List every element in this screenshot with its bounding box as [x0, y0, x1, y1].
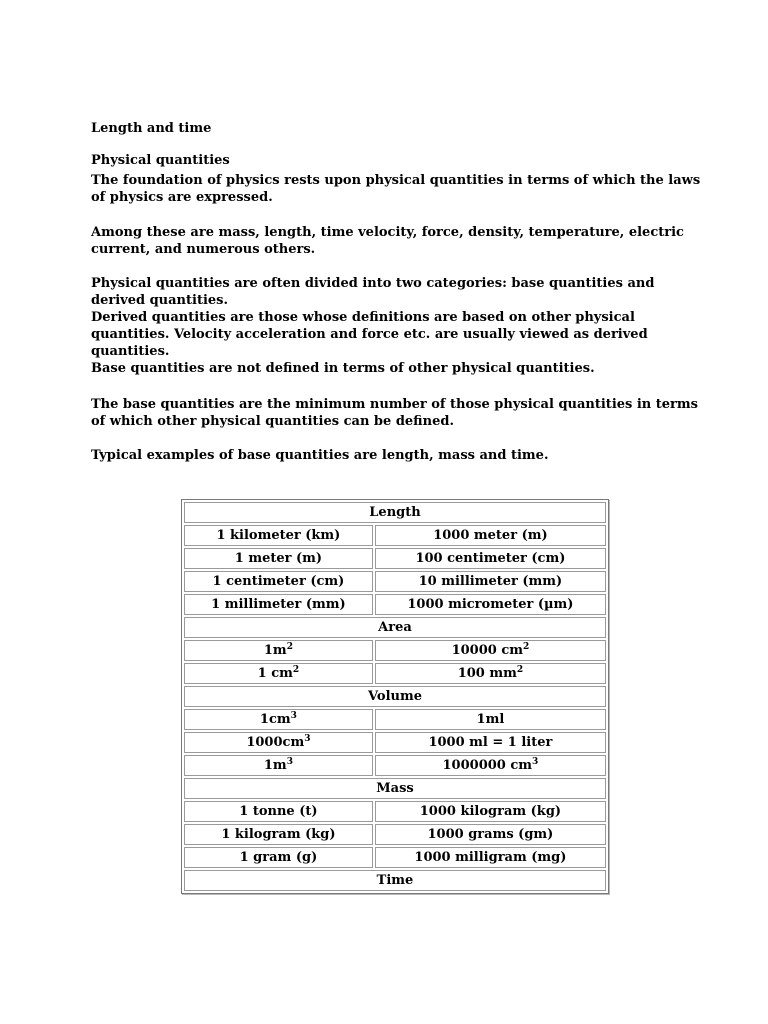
table-cell: 1ml	[375, 709, 606, 730]
table-cell: 100 centimeter (cm)	[375, 548, 606, 569]
table-cell: 100 $mm^2$	[375, 663, 606, 684]
table-cell: 1 tonne (t)	[184, 801, 373, 822]
section-header-volume: Volume	[184, 686, 606, 707]
table-row	[184, 594, 606, 615]
units-conversion-table	[181, 499, 609, 894]
table-section-row	[184, 686, 606, 707]
section-header-length: Length	[184, 502, 606, 523]
table-row	[184, 548, 606, 569]
table-cell: 10000 $cm^2$	[375, 640, 606, 661]
table-cell: $1cm^3$	[184, 709, 373, 730]
paragraph: Derived quantities are those whose definitions are based on other physical quantities. Velocity acceleration and force etc. are usually viewed as derived quantities.	[91, 310, 648, 359]
table-cell: $1m^3$	[184, 755, 373, 776]
table-row	[184, 801, 606, 822]
paragraph: Typical examples of base quantities are length, mass and time.	[91, 448, 549, 463]
table-section-row	[184, 502, 606, 523]
table-cell: 1 kilogram (kg)	[184, 824, 373, 845]
section-header-time: Time	[184, 870, 606, 891]
table-row	[184, 663, 606, 684]
table-section-row	[184, 778, 606, 799]
table-cell: 1000 meter (m)	[375, 525, 606, 546]
table-cell: 1 millimeter (mm)	[184, 594, 373, 615]
table-cell: 1 kilometer (km)	[184, 525, 373, 546]
paragraph: The base quantities are the minimum number of those physical quantities in terms of which other physical quantities can be defined.	[91, 397, 698, 429]
table-cell: 10 millimeter (mm)	[375, 571, 606, 592]
table-row	[184, 732, 606, 753]
table-cell: 1000 milligram (mg)	[375, 847, 606, 868]
table-cell: $1000cm^3$	[184, 732, 373, 753]
paragraph: Base quantities are not defined in terms of other physical quantities.	[91, 361, 595, 376]
section-heading: Physical quantities	[91, 153, 230, 168]
table-row	[184, 525, 606, 546]
paragraph: Among these are mass, length, time velocity, force, density, temperature, electric current, and numerous others.	[91, 225, 684, 257]
section-header-area: Area	[184, 617, 606, 638]
table-cell: $1m^2$	[184, 640, 373, 661]
paragraph: Physical quantities are often divided into two categories: base quantities and derived quantities.	[91, 276, 655, 308]
table-cell: 1 centimeter (cm)	[184, 571, 373, 592]
table-row	[184, 847, 606, 868]
table-row	[184, 709, 606, 730]
table-cell: 1 gram (g)	[184, 847, 373, 868]
table-cell: 1 $cm^2$	[184, 663, 373, 684]
table-cell: 1000 grams (gm)	[375, 824, 606, 845]
table-cell: 1000000 $cm^3$	[375, 755, 606, 776]
document-title: Length and time	[91, 121, 212, 136]
table-section-row	[184, 870, 606, 891]
table-row	[184, 571, 606, 592]
table-cell: 1000 micrometer (µm)	[375, 594, 606, 615]
paragraph: The foundation of physics rests upon physical quantities in terms of which the laws of physics are expressed.	[91, 173, 701, 205]
table-row	[184, 824, 606, 845]
table-row	[184, 640, 606, 661]
section-header-mass: Mass	[184, 778, 606, 799]
table-row	[184, 755, 606, 776]
table-section-row	[184, 617, 606, 638]
table-cell: 1000 ml = 1 liter	[375, 732, 606, 753]
table-cell: 1000 kilogram (kg)	[375, 801, 606, 822]
table-cell: 1 meter (m)	[184, 548, 373, 569]
